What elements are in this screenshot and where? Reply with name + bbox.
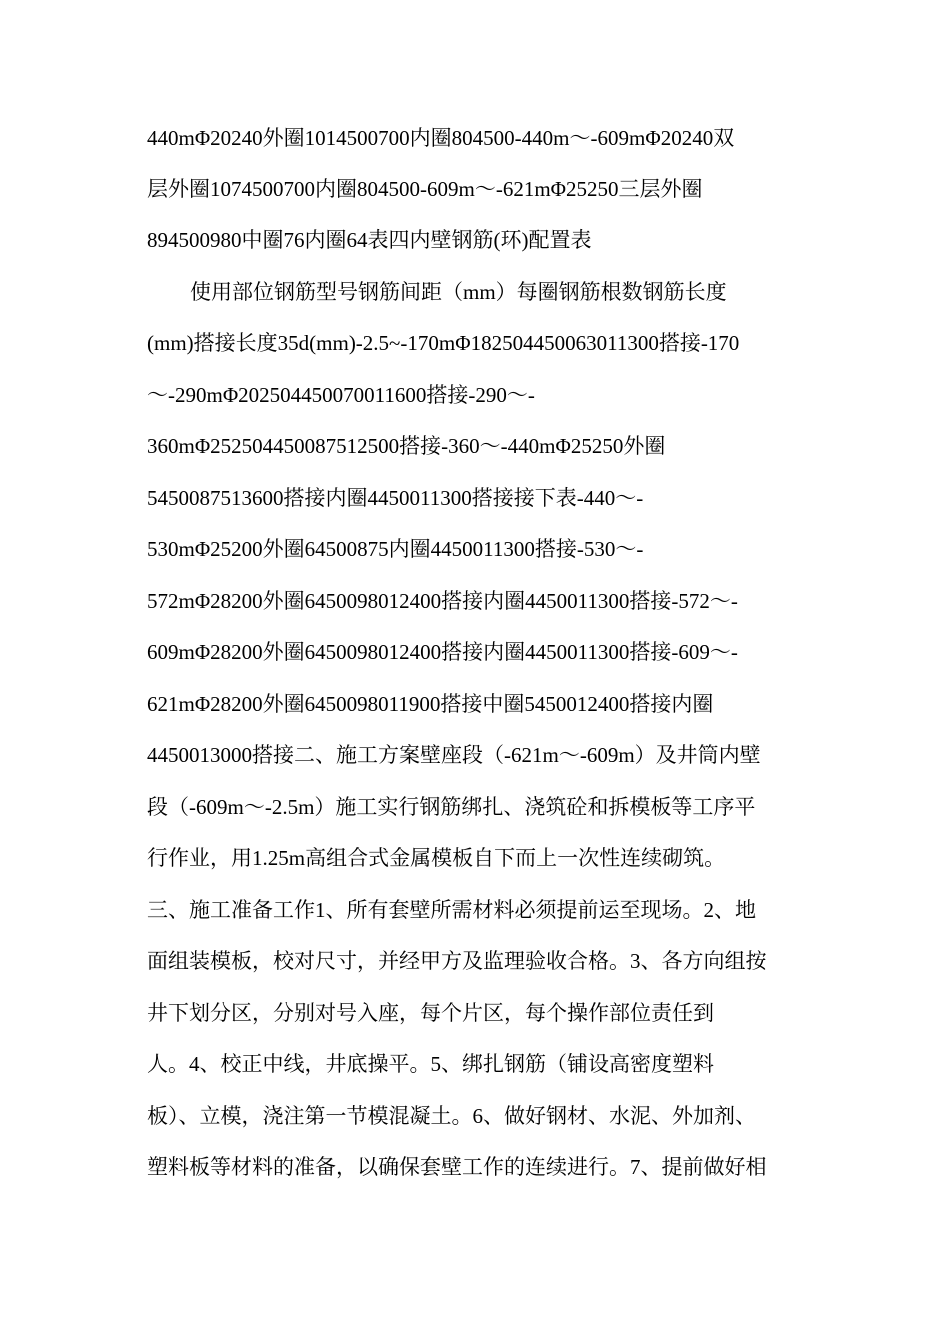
text-line-16: 三、施工准备工作1、所有套壁所需材料必须提前运至现场。2、地 — [147, 898, 756, 922]
text-line-11: 609mΦ28200外圈6450098012400搭接内圈4450011300搭接-609～- — [147, 640, 738, 664]
text-line-15: 行作业，用1.25m高组合式金属模板自下而上一次性连续砌筑。 — [147, 846, 726, 870]
text-line-2: 层外圈1074500700内圈804500-609m～-621mΦ25250三层外圈 — [147, 177, 703, 201]
text-line-1: 440mΦ20240外圈1014500700内圈804500-440m～-609mΦ20240双 — [147, 126, 735, 150]
text-line-8: 5450087513600搭接内圈4450011300搭接接下表-440～- — [147, 486, 644, 510]
text-line-7: 360mΦ252504450087512500搭接-360～-440mΦ25250外圈 — [147, 434, 666, 458]
text-line-6: ～-290mΦ202504450070011600搭接-290～- — [147, 383, 535, 407]
text-line-21: 塑料板等材料的准备，以确保套壁工作的连续进行。7、提前做好相 — [147, 1155, 767, 1179]
text-line-14: 段（-609m～-2.5m）施工实行钢筋绑扎、浇筑砼和拆模板等工序平 — [147, 795, 756, 819]
text-line-3: 894500980中圈76内圈64表四内壁钢筋(环)配置表 — [147, 228, 592, 252]
text-line-9: 530mΦ25200外圈64500875内圈4450011300搭接-530～- — [147, 537, 644, 561]
text-line-12: 621mΦ28200外圈6450098011900搭接中圈5450012400搭接内圈 — [147, 692, 714, 716]
text-line-10: 572mΦ28200外圈6450098012400搭接内圈4450011300搭接-572～- — [147, 589, 738, 613]
text-line-19: 人。4、校正中线，井底操平。5、绑扎钢筋（铺设高密度塑料 — [147, 1052, 714, 1076]
text-line-17: 面组装模板，校对尺寸，并经甲方及监理验收合格。3、各方向组按 — [147, 949, 767, 973]
text-line-18: 井下划分区，分别对号入座，每个片区，每个操作部位责任到 — [147, 1001, 714, 1025]
text-line-20: 板）、立模，浇注第一节模混凝土。6、做好钢材、水泥、外加剂、 — [147, 1104, 756, 1128]
text-line-4: 使用部位钢筋型号钢筋间距（mm）每圈钢筋根数钢筋长度 — [190, 280, 727, 304]
text-line-5: (mm)搭接长度35d(mm)-2.5~-170mΦ182504450063011300搭接-170 — [147, 331, 740, 355]
text-line-13: 4450013000搭接二、施工方案壁座段（-621m～-609m）及井筒内壁 — [147, 743, 761, 767]
